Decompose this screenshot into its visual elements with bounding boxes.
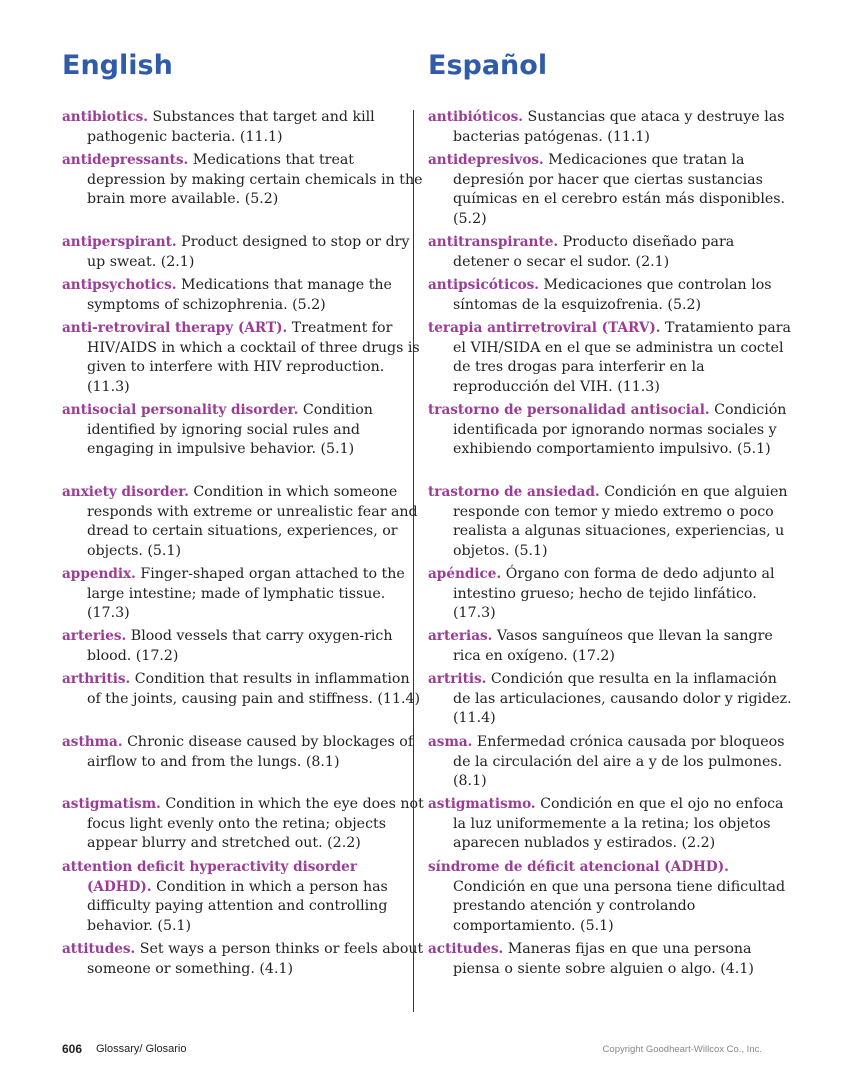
glossary-definition: Medications that treat depression by making certain chemicals in the brain more available. (5.2) — [87, 152, 423, 208]
glossary-entry — [62, 276, 425, 315]
glossary-term: apéndice. — [428, 566, 502, 582]
glossary-entry — [428, 627, 793, 666]
glossary-definition: Medicaciones que tratan la depresión por hacer que ciertas sustancias químicas en el cerebro están más disponibles. (5.2) — [453, 152, 786, 227]
glossary-entry — [428, 233, 793, 272]
glossary-entry — [62, 401, 425, 460]
glossary-term: attitudes. — [62, 941, 136, 957]
glossary-definition: Vasos sanguíneos que llevan la sangre rica en oxígeno. (17.2) — [453, 628, 773, 664]
glossary-entry — [62, 108, 425, 147]
glossary-term: attention deficit hyperactivity disorder (ADHD). — [62, 859, 357, 895]
glossary-term: antibióticos. — [428, 109, 524, 125]
glossary-definition: Condition that results in inflammation of the joints, causing pain and stiffness. (11.4) — [87, 671, 421, 707]
glossary-entry — [428, 151, 793, 229]
glossary-term: antibiotics. — [62, 109, 148, 125]
glossary-definition: Tratamiento para el VIH/SIDA en el que se administra un coctel de tres drogas para interferir en la reproducción del VIH. (11.3) — [453, 320, 791, 395]
glossary-term: astigmatism. — [62, 796, 161, 812]
glossary-entry — [62, 627, 425, 666]
glossary-term: antitranspirante. — [428, 234, 559, 250]
glossary-definition: Órgano con forma de dedo adjunto al intestino grueso; hecho de tejido linfático. (17.3) — [453, 566, 775, 622]
glossary-term: appendix. — [62, 566, 136, 582]
spanish-heading: Español — [428, 50, 548, 81]
glossary-definition: Chronic disease caused by blockages of airflow to and from the lungs. (8.1) — [87, 734, 414, 770]
glossary-entry — [62, 319, 425, 397]
glossary-term: antiperspirant. — [62, 234, 177, 250]
glossary-term: anti-retroviral therapy (ART). — [62, 320, 288, 336]
glossary-definition: Condition in which someone responds with extreme or unrealistic fear and dread to certain situations, experiences, or objects. (5.1) — [87, 484, 418, 559]
glossary-definition: Condición que resulta en la inflamación de las articulaciones, causando dolor y rigidez. (11.4) — [453, 671, 792, 727]
glossary-entry — [428, 940, 793, 979]
copyright-notice: Copyright Goodheart-Willcox Co., Inc. — [602, 1044, 762, 1055]
glossary-definition: Condición en que una persona tiene dificultad prestando atención y controlando comportamiento. (5.1) — [453, 878, 786, 934]
glossary-term: trastorno de personalidad antisocial. — [428, 402, 710, 418]
glossary-definition: Product designed to stop or dry up sweat. (2.1) — [87, 234, 410, 270]
glossary-entry — [428, 483, 793, 561]
glossary-term: antidepressants. — [62, 152, 189, 168]
glossary-term: asma. — [428, 734, 473, 750]
glossary-term: arterias. — [428, 628, 493, 644]
glossary-definition: Medicaciones que controlan los síntomas de la esquizofrenia. (5.2) — [453, 277, 772, 313]
glossary-definition: Condición en que el ojo no enfoca la luz uniformemente a la retina; los objetos aparecen nublados y estirados. (2.2) — [453, 796, 784, 852]
glossary-definition: Blood vessels that carry oxygen-rich blood. (17.2) — [87, 628, 393, 664]
glossary-entry — [62, 565, 425, 624]
glossary-definition: Condition identified by ignoring social rules and engaging in impulsive behavior. (5.1) — [87, 402, 373, 458]
english-heading: English — [62, 50, 173, 81]
glossary-term: antidepresivos. — [428, 152, 544, 168]
glossary-entry — [428, 858, 793, 936]
glossary-definition: Maneras fijas en que una persona piensa o siente sobre alguien o algo. (4.1) — [453, 941, 754, 977]
glossary-term: arthritis. — [62, 671, 131, 687]
glossary-term: antipsicóticos. — [428, 277, 539, 293]
glossary-entry — [428, 401, 793, 460]
glossary-entry — [62, 795, 425, 854]
glossary-definition: Treatment for HIV/AIDS in which a cocktail of three drugs is given to interfere with HIV reproduction. (11.3) — [87, 320, 420, 395]
page-number: 606 — [62, 1042, 83, 1056]
glossary-entry — [62, 940, 425, 979]
glossary-entry — [428, 565, 793, 624]
glossary-entry — [62, 483, 425, 561]
glossary-term: terapia antirretroviral (TARV). — [428, 320, 661, 336]
glossary-term: antisocial personality disorder. — [62, 402, 299, 418]
glossary-term: actitudes. — [428, 941, 504, 957]
glossary-entry — [428, 795, 793, 854]
glossary-definition: Condition in which a person has difficulty paying attention and controlling behavior. (5.1) — [87, 878, 388, 934]
glossary-term: asthma. — [62, 734, 123, 750]
glossary-entry — [428, 276, 793, 315]
glossary-term: astigmatismo. — [428, 796, 536, 812]
glossary-entry — [428, 108, 793, 147]
section-title: Glossary/ Glosario — [96, 1043, 187, 1055]
glossary-definition: Condition in which the eye does not focus light evenly onto the retina; objects appear blurry and stretched out. (2.2) — [87, 796, 424, 852]
glossary-definition: Sustancias que ataca y destruye las bacterias patógenas. (11.1) — [453, 109, 785, 145]
glossary-term: arteries. — [62, 628, 127, 644]
glossary-entry — [428, 670, 793, 729]
glossary-term: artritis. — [428, 671, 487, 687]
glossary-entry — [62, 151, 425, 210]
glossary-definition: Medications that manage the symptoms of schizophrenia. (5.2) — [87, 277, 392, 313]
glossary-term: trastorno de ansiedad. — [428, 484, 600, 500]
glossary-entry — [62, 858, 425, 936]
glossary-definition: Condición identificada por ignorando normas sociales y exhibiendo comportamiento impulsivo. (5.1) — [453, 402, 787, 458]
glossary-term: síndrome de déficit atencional (ADHD). — [428, 859, 729, 875]
glossary-definition: Set ways a person thinks or feels about someone or something. (4.1) — [87, 941, 424, 977]
glossary-entry — [62, 670, 425, 709]
glossary-definition: Enfermedad crónica causada por bloqueos de la circulación del aire a y de los pulmones. (8.1) — [453, 734, 785, 790]
glossary-entry — [428, 319, 793, 397]
glossary-term: antipsychotics. — [62, 277, 177, 293]
glossary-definition: Finger-shaped organ attached to the large intestine; made of lymphatic tissue. (17.3) — [87, 566, 405, 622]
glossary-entry — [62, 733, 425, 772]
glossary-definition: Substances that target and kill pathogenic bacteria. (11.1) — [87, 109, 375, 145]
glossary-entry — [428, 733, 793, 792]
glossary-entry — [62, 233, 425, 272]
glossary-definition: Condición en que alguien responde con temor y miedo extremo o poco realista a algunas situaciones, experiencias, u objetos. (5.1) — [453, 484, 788, 559]
glossary-term: anxiety disorder. — [62, 484, 189, 500]
glossary-definition: Producto diseñado para detener o secar el sudor. (2.1) — [453, 234, 735, 270]
